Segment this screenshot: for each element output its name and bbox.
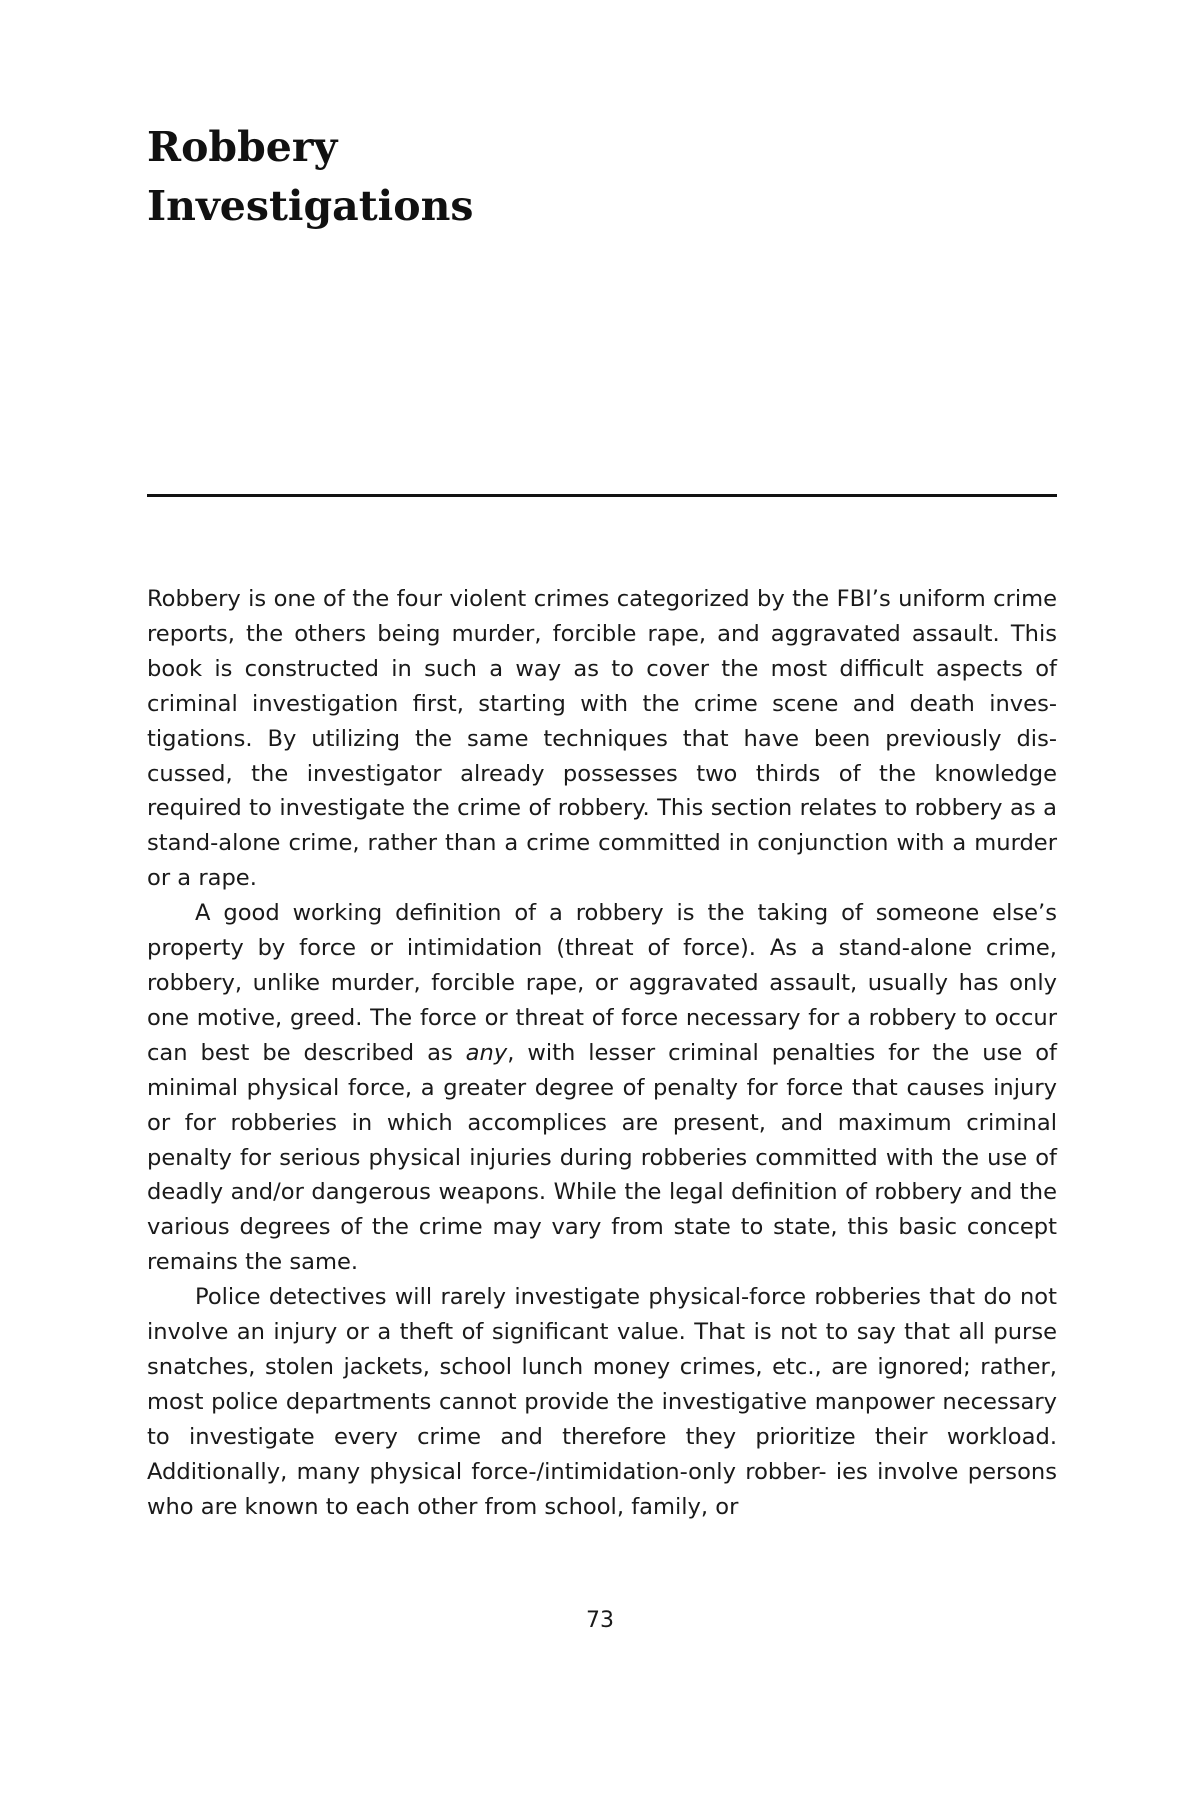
chapter-title <box>147 118 847 236</box>
body-text <box>147 582 1057 1524</box>
chapter-title-line-1: Robbery <box>147 123 338 171</box>
paragraph-2-text-end: , with lesser criminal penalties for the use of minimal physical force, a greater degree of penalty for force that causes injury or for robberies in which accomplices are present, and maximum criminal penalty for serious physical injuries during robberies committed with the use of deadly and/or dangerous weapons. While the legal definition of robbery and the various degrees of the crime may vary from state to state, this basic concept remains the same. <box>147 1039 1057 1276</box>
paragraph-2-text-start: A good working definition of a robbery is the taking of someone else’s property by force or intimidation (threat of force). As a stand-alone crime, robbery, unlike murder, forcible rape, or aggravated assault, usually has only one motive, greed. The force or threat of force necessary for a robbery to occur can best be described as <box>147 900 1057 1066</box>
paragraph-2-emphasis: any <box>465 1039 508 1066</box>
paragraph-2 <box>147 896 1057 1280</box>
page-number: 73 <box>586 1608 614 1633</box>
chapter-title-line-2: Investigations <box>147 182 474 230</box>
chapter-divider-rule <box>147 494 1057 497</box>
paragraph-3: Police detectives will rarely investigate physical-force robberies that do not involve an injury or a theft of significant value. That is not to say that all purse snatches, stolen jackets, school lunch money crimes, etc., are ignored; rather, most police departments cannot provide the investigative manpower necessary to investigate every crime and therefore they prioritize their workload. Additionally, many physical force-/intimidation-only robber- ies involve persons who are known to each other from school, family, or <box>147 1284 1057 1520</box>
paragraph-1: Robbery is one of the four violent crimes categorized by the FBI’s uniform crime reports, the others being murder, forcible rape, and aggravated assault. This book is constructed in such a way as to cover the most difficult aspects of criminal investigation first, starting with the crime scene and death inves- tigations. By utilizing the same techniques that have been previously dis- cussed, the investigator already possesses two thirds of the knowledge required to investigate the crime of robbery. This section relates to robbery as a stand-alone crime, rather than a crime committed in conjunction with a murder or a rape. <box>147 586 1057 892</box>
